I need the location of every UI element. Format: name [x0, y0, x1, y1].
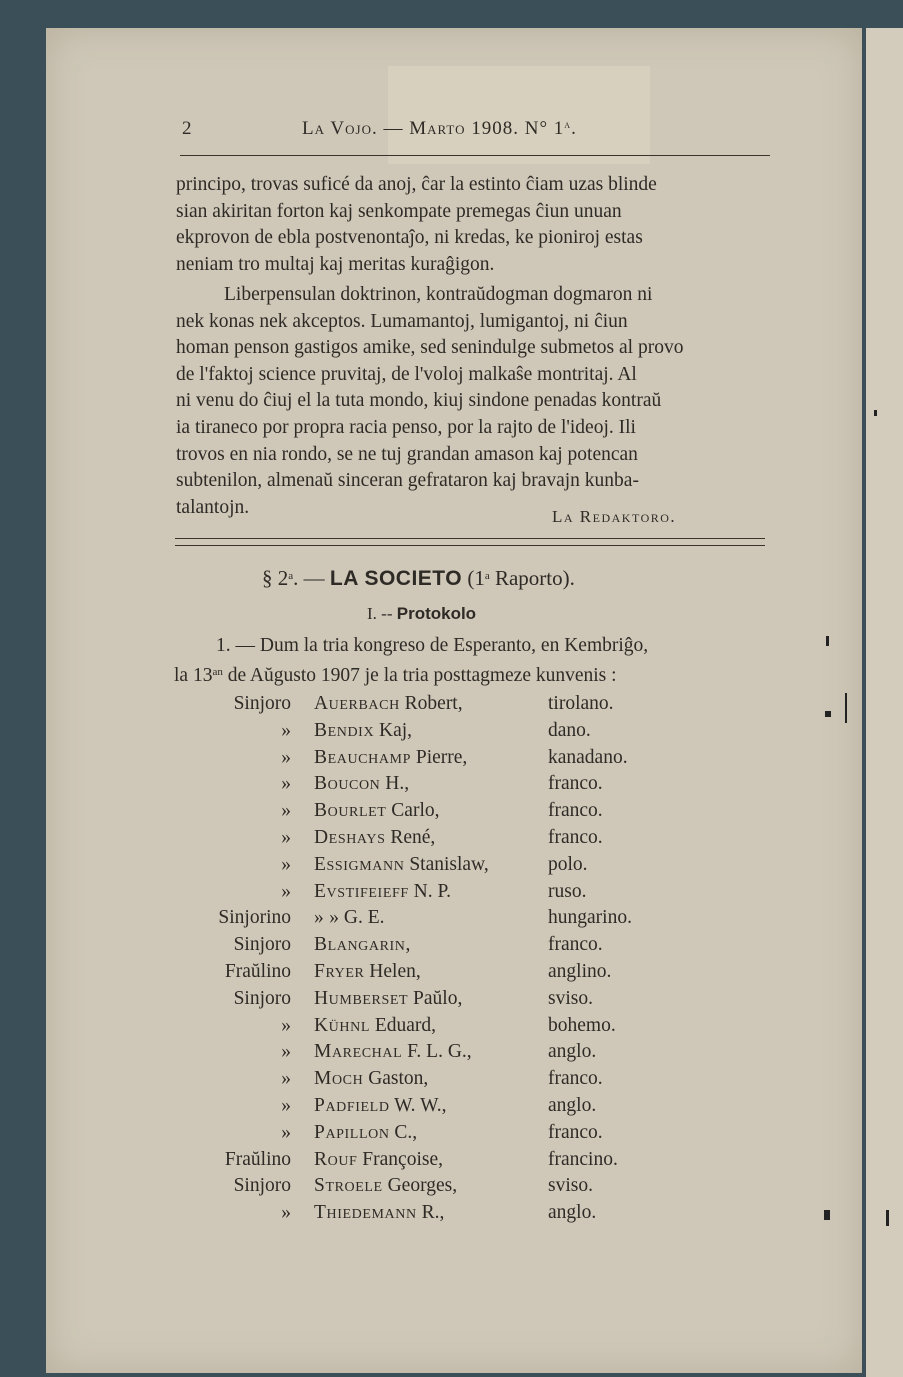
member-given-name: Pierre,	[415, 746, 468, 768]
member-row	[0, 907, 903, 933]
member-surname: Thiedemann	[314, 1202, 417, 1224]
member-title: Sinjoro	[233, 934, 291, 956]
member-name	[314, 961, 421, 983]
member-row	[0, 1122, 903, 1148]
member-title: »	[281, 1068, 291, 1090]
member-surname: Evstifeieff	[314, 880, 409, 902]
text-line: trovos en nia rondo, se ne tuj grandan amason kaj potencan	[176, 443, 638, 465]
member-title: »	[281, 1041, 291, 1063]
member-row	[0, 1149, 903, 1175]
section-title: LA SOCIETO	[329, 567, 463, 590]
member-nationality: anglo.	[548, 1095, 597, 1116]
member-given-name: Helen,	[369, 961, 421, 982]
member-row	[0, 720, 903, 746]
member-name	[314, 720, 412, 742]
member-surname: Blangarin,	[314, 934, 411, 956]
date-end: de Aŭgusto 1907 je la tria posttagmeze kunvenis :	[222, 665, 617, 686]
member-name	[314, 988, 462, 1010]
issue-suffix: a	[564, 119, 572, 131]
text-line: ni venu do ĉiuj el la tuta mondo, kiuj sindone penadas kontraŭ	[176, 390, 662, 412]
member-surname: Essigmann	[314, 853, 405, 875]
member-title: »	[281, 773, 291, 795]
page-number: 2	[182, 118, 193, 139]
member-row	[0, 800, 903, 826]
member-nationality: franco.	[548, 773, 603, 795]
print-mark	[874, 410, 877, 416]
member-surname: Moch	[314, 1068, 364, 1090]
text-line: Liberpensulan doktrinon, kontraŭdogman dogmaron ni	[224, 284, 653, 305]
member-given-name: Françoise,	[362, 1148, 443, 1170]
text-line: principo, trovas suficé da anoj, ĉar la estinto ĉiam uzas blinde	[176, 174, 657, 195]
member-nationality: anglino.	[548, 961, 612, 982]
member-given-name: Paŭlo,	[413, 987, 463, 1009]
member-surname: Bourlet	[314, 800, 387, 822]
text-line: neniam tro multaj kaj meritas kuraĝigon.	[176, 253, 495, 275]
member-row	[0, 1068, 903, 1094]
member-nationality: tirolano.	[548, 693, 614, 714]
print-mark	[826, 636, 829, 646]
member-given-name: Gaston,	[368, 1068, 429, 1090]
member-title: Sinjoro	[233, 1175, 291, 1197]
member-surname: Humberset	[314, 987, 409, 1009]
section-note-open: (1	[462, 566, 485, 590]
text-line: ia tiraneco por propra racia penso, por la rajto de l'ideoj. Ili	[176, 416, 636, 438]
member-given-name: Kaj,	[379, 719, 413, 741]
member-nationality: franco.	[548, 1121, 603, 1143]
member-name	[314, 881, 451, 903]
member-name	[314, 854, 489, 876]
member-name	[314, 1041, 472, 1063]
date-sup: an	[212, 666, 223, 678]
member-row	[0, 773, 903, 799]
subsection-title: Protokolo	[396, 604, 477, 623]
member-surname: »	[314, 907, 325, 929]
member-given-name: H.,	[385, 773, 410, 795]
intro-paragraph	[174, 633, 774, 689]
section-note-sup: a	[484, 570, 490, 582]
member-nationality: hungarino.	[548, 907, 632, 929]
member-title: »	[281, 719, 291, 741]
section-dash: . —	[293, 566, 330, 590]
member-row	[0, 1015, 903, 1041]
member-surname: Papillon	[314, 1121, 390, 1143]
member-nationality: polo.	[548, 853, 588, 875]
member-given-name: F. L. G.,	[407, 1041, 472, 1063]
member-nationality: dano.	[548, 719, 591, 741]
issue-end: .	[571, 118, 577, 139]
member-name	[314, 1068, 428, 1090]
member-given-name: » G. E.	[329, 907, 385, 929]
text-line: talantojn.	[176, 496, 250, 518]
member-title: »	[281, 853, 291, 875]
text-line: homan penson gastigos amike, sed senindulge submetos al provo	[176, 337, 684, 359]
member-title: Sinjoro	[233, 693, 291, 714]
member-title: »	[281, 880, 291, 902]
running-title-text: La Vojo. — Marto 1908. N° 1	[302, 118, 565, 139]
member-given-name: W. W.,	[394, 1095, 447, 1116]
member-nationality: franco.	[548, 827, 603, 848]
member-surname: Kühnl	[314, 1014, 370, 1036]
member-nationality: sviso.	[548, 1175, 593, 1197]
member-title: »	[281, 1095, 291, 1116]
header-rule	[180, 155, 770, 156]
member-nationality: franco.	[548, 1068, 603, 1090]
member-given-name: Stanislaw,	[409, 853, 489, 875]
member-name	[314, 693, 463, 715]
section-number-sup: a	[288, 570, 294, 582]
section-number: § 2	[262, 566, 289, 590]
member-row	[0, 1175, 903, 1201]
editor-signature: La Redaktoro.	[552, 507, 677, 526]
member-given-name: Eduard,	[374, 1014, 437, 1036]
member-title: »	[281, 1121, 291, 1143]
member-nationality: franco.	[548, 800, 603, 822]
member-name	[314, 773, 409, 795]
text-line: de l'faktoj science pruvitaj, de l'voloj malkaŝe montritaj. Al	[176, 363, 637, 385]
paragraph-2	[176, 282, 766, 521]
member-row	[0, 1041, 903, 1067]
member-given-name: Georges,	[387, 1175, 458, 1197]
print-mark	[886, 1210, 889, 1226]
member-name	[314, 934, 411, 956]
member-given-name: René,	[390, 827, 436, 848]
member-surname: Padfield	[314, 1095, 390, 1116]
member-name	[314, 1015, 436, 1037]
member-surname: Bendix	[314, 719, 375, 741]
member-name	[314, 1202, 444, 1224]
member-name	[314, 747, 467, 769]
member-title: Fraŭlino	[224, 961, 291, 982]
member-row	[0, 934, 903, 960]
member-surname: Auerbach	[314, 693, 400, 714]
member-row	[0, 988, 903, 1014]
section-note-close: Raporto).	[489, 566, 575, 590]
member-surname: Deshays	[314, 827, 386, 848]
member-name	[314, 1122, 417, 1144]
member-surname: Boucon	[314, 773, 381, 795]
text-line: sian akiritan forton kaj senkompate premegas ĉiun unuan	[176, 200, 622, 222]
text-line	[174, 659, 774, 689]
member-surname: Beauchamp	[314, 746, 411, 768]
member-nationality: franco.	[548, 934, 603, 956]
member-given-name: Carlo,	[391, 800, 440, 822]
member-title: Sinjorino	[218, 907, 291, 929]
text-line: ekprovon de ebla postvenontaĵo, ni kredas, ke pioniroj estas	[176, 227, 643, 249]
member-surname: Stroele	[314, 1175, 383, 1197]
member-surname: Marechal	[314, 1041, 403, 1063]
member-name	[314, 1149, 443, 1171]
section-heading	[262, 566, 575, 591]
member-title: »	[281, 1202, 291, 1224]
member-row	[0, 961, 903, 987]
member-row	[0, 1095, 903, 1121]
member-given-name: Robert,	[404, 693, 463, 714]
member-nationality: sviso.	[548, 987, 593, 1009]
member-name	[314, 827, 435, 849]
member-row	[0, 827, 903, 853]
member-row	[0, 881, 903, 907]
member-row	[0, 747, 903, 773]
member-name	[314, 1095, 446, 1117]
print-mark	[825, 711, 831, 717]
member-surname: Fryer	[314, 961, 365, 982]
print-mark	[845, 693, 847, 723]
member-name	[314, 907, 384, 929]
member-name	[314, 1175, 457, 1197]
member-title: »	[281, 746, 291, 768]
paragraph-1	[176, 172, 766, 278]
member-given-name: R.,	[421, 1202, 445, 1224]
subsection-heading	[367, 604, 476, 624]
member-title: »	[281, 1014, 291, 1036]
member-title: Sinjoro	[233, 987, 291, 1009]
member-nationality: francino.	[548, 1148, 618, 1170]
text-line: subtenilon, almenaŭ sinceran gefrataron kaj bravajn kunba-	[176, 470, 639, 492]
member-row	[0, 1202, 903, 1228]
member-row	[0, 693, 903, 719]
member-given-name: N. P.	[413, 880, 452, 902]
member-nationality: anglo.	[548, 1041, 597, 1063]
member-nationality: bohemo.	[548, 1014, 616, 1036]
section-divider	[175, 538, 765, 546]
member-nationality: kanadano.	[548, 746, 628, 768]
member-title: »	[281, 827, 291, 848]
member-name	[314, 800, 440, 822]
member-nationality: anglo.	[548, 1202, 597, 1224]
member-title: Fraŭlino	[224, 1148, 291, 1170]
member-row	[0, 854, 903, 880]
member-surname: Rouf	[314, 1148, 358, 1170]
running-title	[302, 118, 577, 140]
text-line: 1. — Dum la tria kongreso de Esperanto, en Kembriĝo,	[216, 635, 649, 656]
text-line: nek konas nek akceptos. Lumamantoj, lumigantoj, ni ĉiun	[176, 310, 628, 332]
print-mark	[824, 1210, 830, 1220]
member-given-name: C.,	[394, 1121, 418, 1143]
subsection-number: I. --	[367, 604, 397, 623]
member-title: »	[281, 800, 291, 822]
member-nationality: ruso.	[548, 880, 587, 902]
date-start: la 13	[174, 665, 213, 686]
